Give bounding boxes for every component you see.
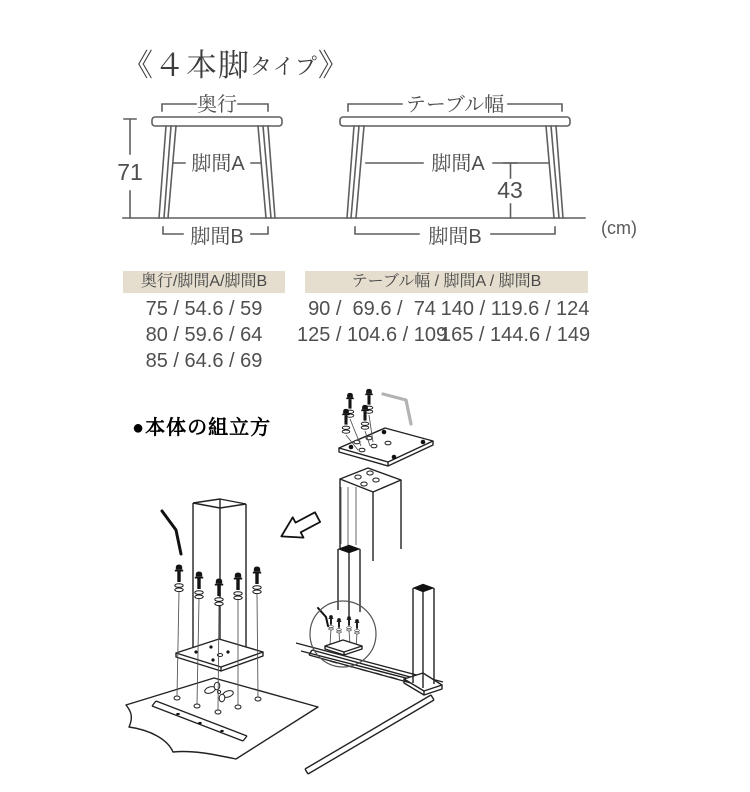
assembly-step2-illustration <box>126 499 318 759</box>
page-title-close: 》 <box>317 48 350 83</box>
direction-arrow-icon <box>276 507 323 547</box>
size-table-width-col2 <box>440 296 590 348</box>
leg-span-a-label-left: 脚間A <box>191 153 245 175</box>
size-row: 125 / 104.6 / 109 <box>297 324 448 346</box>
leg-span-b-label-right: 脚間B <box>428 226 482 248</box>
size-table-depth-header: 奥行/脚間A/脚間B <box>123 271 285 293</box>
size-row: 90 / 69.6 / 74 <box>308 298 436 320</box>
left-dimension-diagram <box>117 93 282 248</box>
size-table-width-col1 <box>297 296 447 348</box>
size-row: 80 / 59.6 / 64 <box>145 324 263 346</box>
page-title-sub: タイプ <box>250 54 318 79</box>
unit-cm-label: (cm) <box>601 218 637 238</box>
leg-span-a-label-right: 脚間A <box>431 153 485 175</box>
assembly-section-title: ●本体の組立方 <box>132 417 272 439</box>
height-43-label: 43 <box>497 177 523 203</box>
hex-wrench-icon <box>383 394 411 424</box>
assembly-step1-illustration <box>339 389 433 561</box>
detail-magnifier-circle <box>310 601 376 667</box>
page-title-main: 《４本脚 <box>122 48 250 83</box>
size-row: 85 / 64.6 / 69 <box>145 350 263 372</box>
size-table-width-header: テーブル幅 / 脚間A / 脚間B <box>305 271 588 293</box>
depth-label: 奥行 <box>197 94 237 116</box>
leg-span-b-label-left: 脚間B <box>190 226 244 248</box>
hex-wrench-icon <box>318 608 328 626</box>
size-row: 140 / 119.6 / 124 <box>440 298 590 320</box>
table-width-label: テーブル幅 <box>405 94 505 116</box>
page-title <box>122 40 350 85</box>
assembly-step3-illustration <box>296 487 443 774</box>
size-table-depth <box>123 271 285 374</box>
hex-wrench-icon <box>162 511 181 554</box>
right-dimension-diagram <box>340 93 570 248</box>
size-table-width <box>305 271 588 293</box>
size-row: 165 / 144.6 / 149 <box>440 324 591 346</box>
height-71-label: 71 <box>117 159 143 185</box>
size-row: 75 / 54.6 / 59 <box>145 298 263 320</box>
